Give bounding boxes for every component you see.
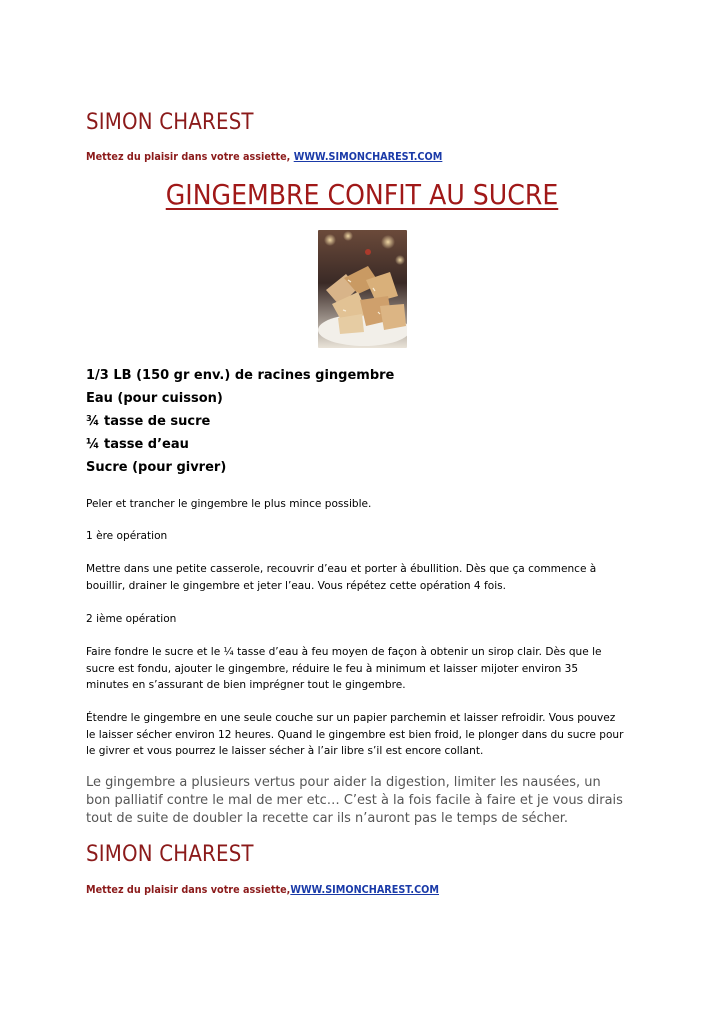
operation-1-heading: 1 ère opération [86,529,168,542]
header-brand: SIMON CHAREST [86,110,254,135]
header-tagline [86,151,442,163]
ingredient-list [86,366,394,481]
ingredient-item: ¾ tasse de sucre [86,414,211,429]
footer-tagline-text: Mettez du plaisir dans votre assiette, [86,884,291,896]
ingredient-item: ¼ tasse d’eau [86,437,189,452]
step-intro: Peler et trancher le gingembre le plus mince possible. [86,497,372,510]
footer-tagline [86,884,439,896]
recipe-title: GINGEMBRE CONFIT AU SUCRE [165,178,559,211]
footer-brand: SIMON CHAREST [86,842,254,867]
ingredient-item: Eau (pour cuisson) [86,391,223,406]
header-website-link[interactable]: WWW.SIMONCHAREST.COM [293,151,443,163]
header-tagline-text: Mettez du plaisir dans votre assiette, [86,151,294,163]
ginger-benefits-note: Le gingembre a plusieurs vertus pour aider la digestion, limiter les nausées, un bon palliatif contre le mal de mer etc… C’est à la fois facile à faire et je vous dirais tout de suite de doubler la recette car ils n’auront pas le temps de sécher. [86,774,623,826]
operation-2-heading: 2 ième opération [86,612,177,625]
operation-2-text: Faire fondre le sucre et le ¼ tasse d’eau à feu moyen de façon à obtenir un sirop clair. Dès que le sucre est fondu, ajouter le gingembre, réduire le feu à minimum et laisser mijoter environ 35 minutes en s’assurant de bien imprégner tout le gingembre. [86,645,602,691]
candied-ginger-photo [318,230,407,348]
ingredient-item: Sucre (pour givrer) [86,460,227,475]
drying-step-text: Étendre le gingembre en une seule couche sur un papier parchemin et laisser refroidir. Vous pouvez le laisser sécher environ 12 heures. Quand le gingembre est bien froid, le plonger dans du sucre pour le givrer et vous pourrez le laisser sécher à l’air libre s’il est encore collant. [86,711,624,757]
footer-website-link[interactable]: WWW.SIMONCHAREST.COM [290,884,440,896]
operation-1-text: Mettre dans une petite casserole, recouvrir d’eau et porter à ébullition. Dès que ça commence à bouillir, drainer le gingembre et jeter l’eau. Vous répétez cette opération 4 fois. [86,562,597,592]
ingredient-item: 1/3 LB (150 gr env.) de racines gingembre [86,368,395,383]
